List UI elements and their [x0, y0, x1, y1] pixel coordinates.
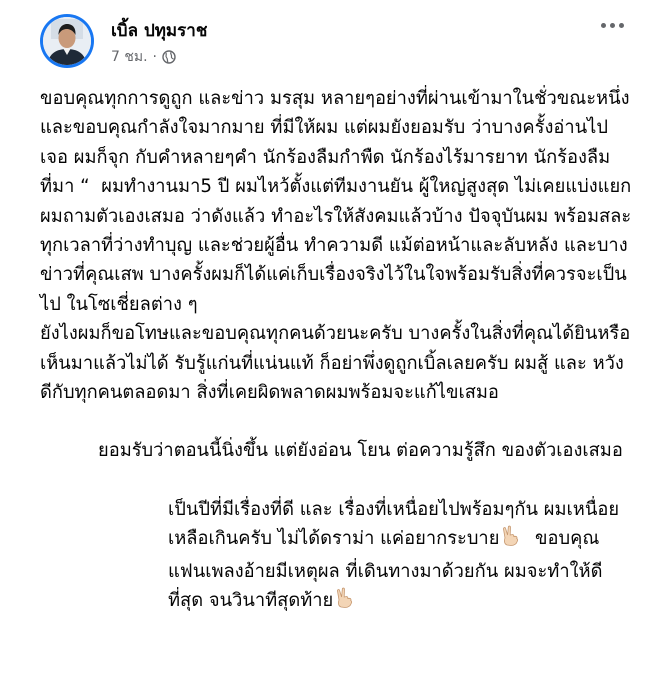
post-body	[40, 84, 638, 619]
post-paragraph: ยอมรับว่าตอนนี้นิ่งขึ้น แต่ยังอ่อน โยน ต่อความรู้สึก ของตัวเองเสมอ	[98, 440, 623, 462]
dot	[610, 23, 615, 28]
paragraph-text: ขอบคุณแฟนเพลงอ้ายมีเหตุผล ที่เดินทางมาด้วยกัน ผมจะทำให้ดีที่สุด จนวินาทีสุดท้าย	[168, 528, 603, 612]
victory-hand-emoji	[335, 587, 355, 618]
person-silhouette-icon	[43, 17, 91, 65]
post-paragraph: ยังไงผมก็ขอโทษและขอบคุณทุกคนด้วยนะครับ บางครั้งในสิ่งที่คุณได้ยินหรือเห็นมาแล้วไม่ได้ รับรู้แก่นที่แน่นแท้ ก็อย่าพึ่งดูถูกเบิ้ลเลยครับ ผมสู้ และ หวังดีกับทุกคนตลอดมา สิ่งที่เคยผิดพลาดผมพร้อมจะแก้ไขเสมอ	[40, 323, 631, 404]
dot	[601, 23, 606, 28]
avatar-photo	[43, 17, 91, 65]
dot	[619, 23, 624, 28]
post-meta	[111, 46, 176, 68]
globe-icon[interactable]	[162, 50, 176, 64]
victory-hand-emoji	[501, 525, 521, 556]
more-options-icon[interactable]	[597, 14, 627, 36]
post-timestamp[interactable]: 7 ชม.	[111, 49, 148, 65]
meta-separator: ·	[152, 49, 157, 65]
paragraph-text: เป็นปีที่มีเรื่องที่ดี และ เรื่องที่เหนื่อยไปพร้อมๆกัน ผมเหนื่อยเหลือเกินครับ ไม่ได้ดราม่า แค่อยากระบาย	[168, 498, 620, 550]
author-name[interactable]: เบิ้ล ปทุมราช	[111, 21, 208, 41]
author-avatar[interactable]	[40, 14, 94, 68]
paragraph-spacer	[40, 466, 635, 495]
post-paragraph	[40, 495, 635, 619]
post-paragraph: ขอบคุณทุกการดูถูก และข่าว มรสุม หลายๆอย่างที่ผ่านเข้ามาในชั่วขณะหนึ่ง และขอบคุณกำลังใจมากมาย ที่มีให้ผม แต่ผมยังยอมรับ ว่าบางครั้งอ่านไปเจอ ผมก็จุก กับคำหลายๆคำ นักร้องลืมกำพืด นักร้องไร้มารยาท นักร้องลืมที่มา “ ผมทำงานมา5 ปี ผมไหว้ตั้งแต่ทีมงานยัน ผู้ใหญ่สูงสุด ไม่เคยแบ่งแยก ผมถามตัวเองเสมอ ว่าดังแล้ว ทำอะไรให้สังคมแล้วบ้าง ปัจจุบันผม พร้อมสละทุกเวลาที่ว่างทำบุญ และช่วยผู้อื่น ทำความดี แม้ต่อหน้าและลับหลัง และบางข่าวที่คุณเสพ บางครั้งผมก็ได้แค่เก็บเรื่องจริงไว้ในใจพร้อมรับสิ่งที่ควรจะเป็นไป ในโซเชี่ยลต่าง ๆ	[40, 88, 638, 315]
paragraph-spacer	[40, 407, 635, 436]
